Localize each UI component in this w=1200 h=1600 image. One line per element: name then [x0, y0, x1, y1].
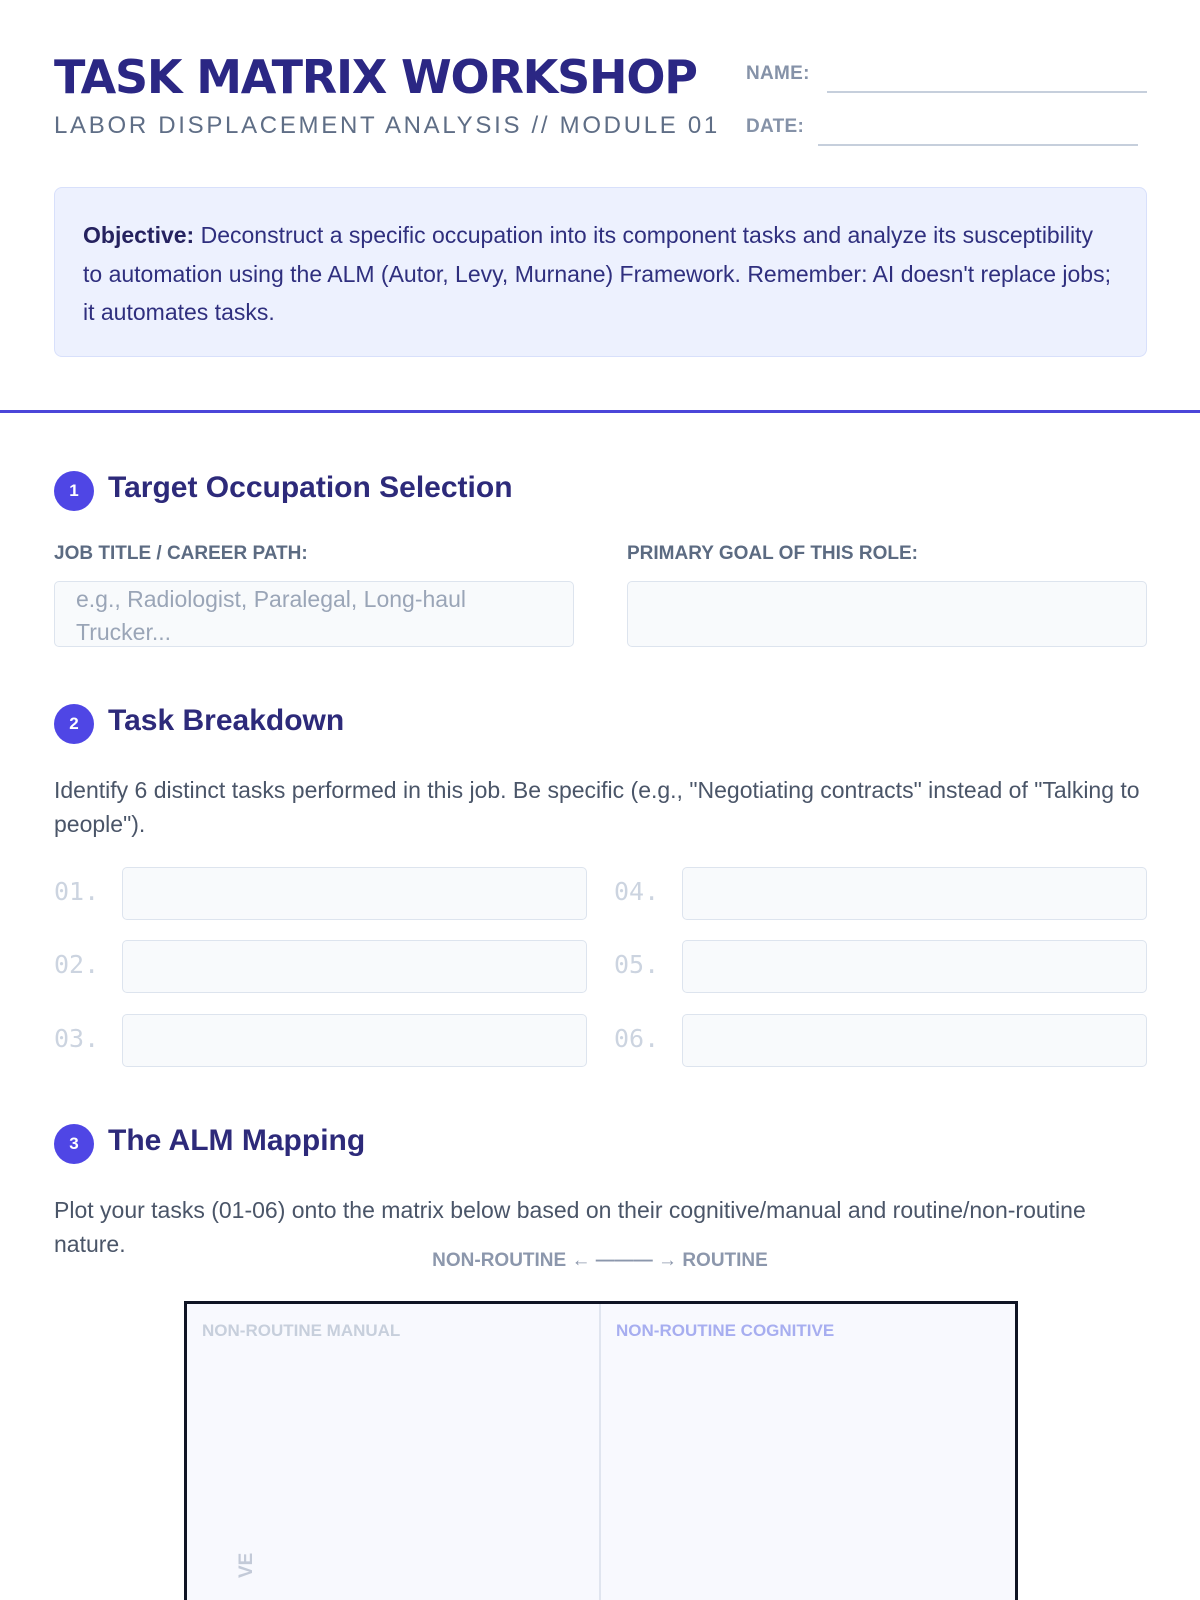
- section-title: Target Occupation Selection: [108, 471, 513, 504]
- section-title: The ALM Mapping: [108, 1124, 366, 1157]
- section-title: Task Breakdown: [108, 704, 345, 737]
- task-number: 05.: [614, 950, 660, 979]
- job-title-placeholder: e.g., Radiologist, Paralegal, Long-haul Trucker...: [76, 586, 466, 645]
- section-number-badge: 2: [54, 704, 94, 744]
- date-field[interactable]: [818, 144, 1138, 146]
- section-divider: [0, 410, 1200, 413]
- matrix-divider: [599, 1304, 601, 1600]
- task-number: 06.: [614, 1024, 660, 1053]
- name-field[interactable]: [827, 91, 1147, 93]
- task-input[interactable]: [682, 940, 1147, 993]
- task-input[interactable]: [122, 1014, 587, 1067]
- quadrant-label-nonroutine-manual: NON-ROUTINE MANUAL: [202, 1321, 401, 1340]
- task-input[interactable]: [122, 940, 587, 993]
- task-input[interactable]: [122, 867, 587, 920]
- section-description: Plot your tasks (01-06) onto the matrix below based on their cognitive/manual and routine/non-routine nature.: [54, 1197, 1086, 1257]
- objective-text: Deconstruct a specific occupation into its component tasks and analyze its susceptibility to automation using the ALM (Autor, Levy, Murnane) Framework. Remember: AI doesn't replace jobs; it automates tasks.: [83, 222, 1111, 325]
- task-input[interactable]: [682, 867, 1147, 920]
- alm-matrix[interactable]: [184, 1301, 1018, 1600]
- task-number: 03.: [54, 1024, 100, 1053]
- job-title-input[interactable]: [54, 581, 574, 647]
- primary-goal-label: PRIMARY GOAL OF THIS ROLE:: [627, 543, 918, 564]
- cognitive-axis-label: VE: [236, 1552, 257, 1578]
- section-number-badge: 1: [54, 471, 94, 511]
- page-subtitle: LABOR DISPLACEMENT ANALYSIS // MODULE 01: [54, 112, 720, 139]
- task-number: 01.: [54, 877, 100, 906]
- objective-lead: Objective:: [83, 222, 195, 248]
- primary-goal-input[interactable]: [627, 581, 1147, 647]
- job-title-label: JOB TITLE / CAREER PATH:: [54, 543, 308, 564]
- date-label: DATE:: [746, 116, 805, 137]
- objective-box: [54, 187, 1147, 357]
- task-number: 02.: [54, 950, 100, 979]
- quadrant-label-nonroutine-cognitive: NON-ROUTINE COGNITIVE: [616, 1321, 835, 1340]
- task-number: 04.: [614, 877, 660, 906]
- page-title: TASK MATRIX WORKSHOP: [54, 50, 697, 104]
- name-label: NAME:: [746, 63, 810, 84]
- section-description: Identify 6 distinct tasks performed in this job. Be specific (e.g., "Negotiating contracts" instead of "Talking to people").: [54, 777, 1140, 837]
- task-input[interactable]: [682, 1014, 1147, 1067]
- routine-axis-label: NON-ROUTINE ← ——— → ROUTINE: [432, 1250, 768, 1271]
- section-number-badge: 3: [54, 1124, 94, 1164]
